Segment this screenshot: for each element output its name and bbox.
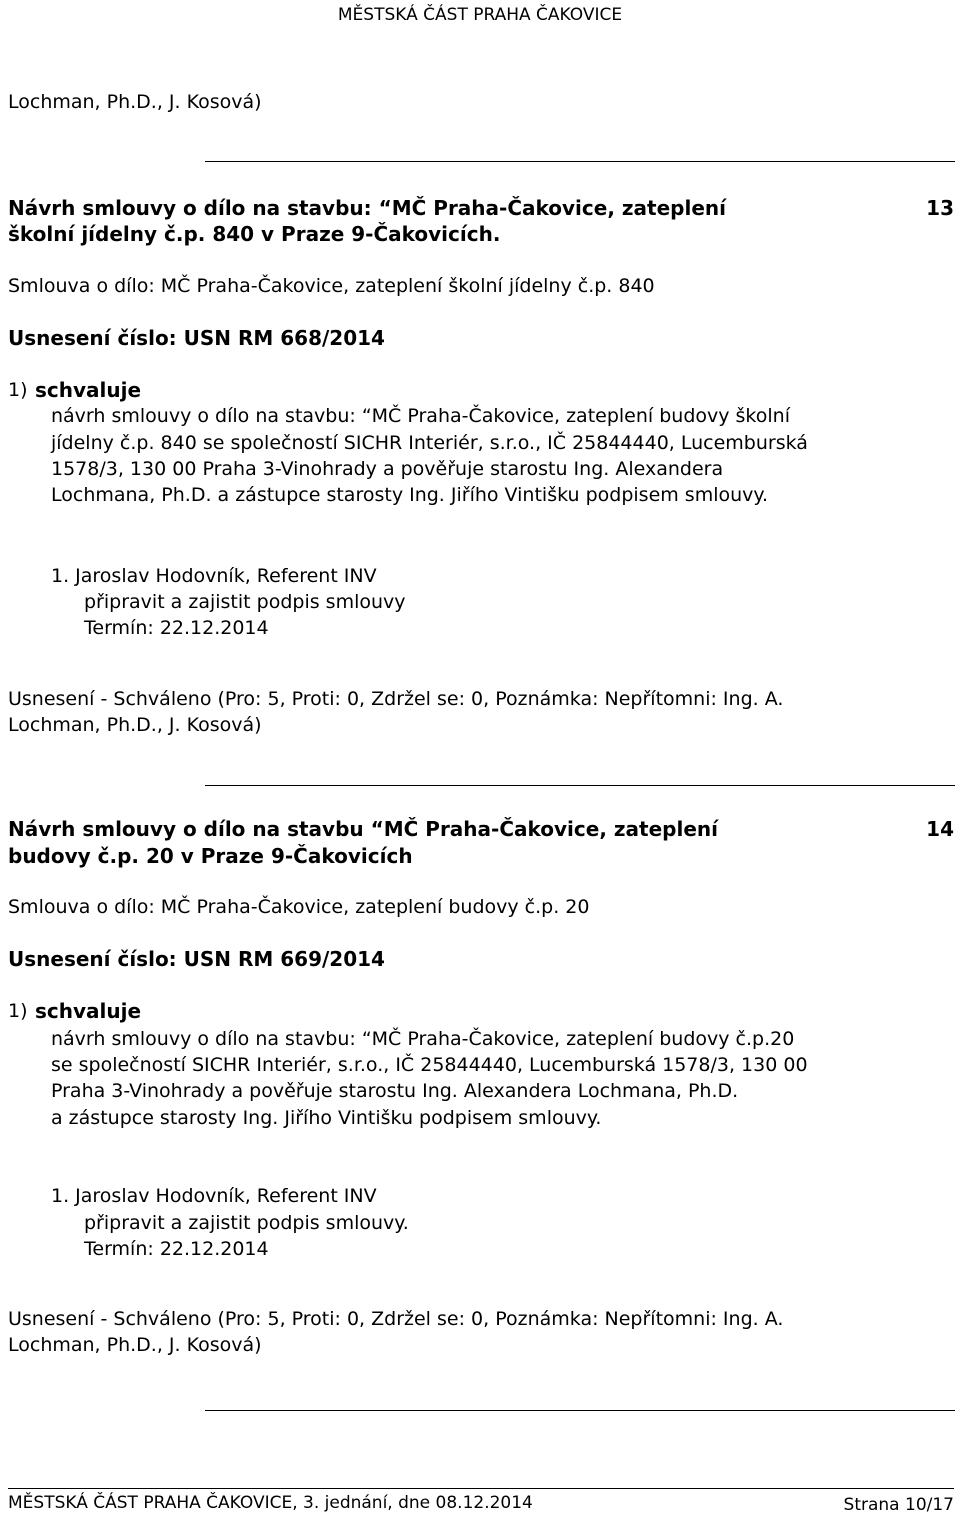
footer-meeting-info: MĚSTSKÁ ČÁST PRAHA ČAKOVICE, 3. jednání, dne 08.12.2014 xyxy=(8,1493,533,1513)
item-14-title-line1: Návrh smlouvy o dílo na stavbu “MČ Praha-Čakovice, zateplení xyxy=(8,817,718,841)
item-14-number: 14 xyxy=(926,817,954,841)
section-divider xyxy=(205,1410,955,1411)
section-divider xyxy=(205,161,955,162)
item-14-task-deadline: Termín: 22.12.2014 xyxy=(84,1238,269,1260)
item-13-title-line2: školní jídelny č.p. 840 v Praze 9-Čakovicích. xyxy=(8,222,501,246)
item-14-decision-line: návrh smlouvy o dílo na stavbu: “MČ Praha-Čakovice, zateplení budovy č.p.20 xyxy=(51,1028,795,1050)
item-13-title-line1: Návrh smlouvy o dílo na stavbu: “MČ Praha-Čakovice, zateplení xyxy=(8,196,726,220)
item-14-decision-verb: schvaluje xyxy=(35,999,142,1023)
item-13-decision-line: 1578/3, 130 00 Praha 3-Vinohrady a pověřuje starostu Ing. Alexandera xyxy=(51,458,724,480)
item-14-title-line2: budovy č.p. 20 v Praze 9-Čakovicích xyxy=(8,844,413,868)
item-14-decision-prefix: 1) xyxy=(8,1000,28,1022)
footer-divider xyxy=(8,1488,954,1489)
item-13-decision-line: Lochmana, Ph.D. a zástupce starosty Ing. Jiřího Vintišku podpisem smlouvy. xyxy=(51,484,768,506)
item-14-decision-line: a zástupce starosty Ing. Jiřího Vintišku podpisem smlouvy. xyxy=(51,1107,602,1129)
item-13-contract-label: Smlouva o dílo: MČ Praha-Čakovice, zateplení školní jídelny č.p. 840 xyxy=(8,275,655,297)
item-14-resolution-label: Usnesení číslo: USN RM 669/2014 xyxy=(8,947,385,971)
page-header: MĚSTSKÁ ČÁST PRAHA ČAKOVICE xyxy=(337,5,623,25)
section-divider xyxy=(205,785,955,786)
item-14-task-person: 1. Jaroslav Hodovník, Referent INV xyxy=(51,1185,377,1207)
item-13-number: 13 xyxy=(926,196,954,220)
item-14-vote-line2: Lochman, Ph.D., J. Kosová) xyxy=(8,1334,262,1356)
top-continuation-text: Lochman, Ph.D., J. Kosová) xyxy=(8,91,262,113)
item-14-decision-line: se společností SICHR Interiér, s.r.o., IČ 25844440, Lucemburská 1578/3, 130 00 xyxy=(51,1054,808,1076)
item-13-decision-line: návrh smlouvy o dílo na stavbu: “MČ Praha-Čakovice, zateplení budovy školní xyxy=(51,405,790,427)
item-13-task-deadline: Termín: 22.12.2014 xyxy=(84,617,269,639)
item-13-decision-verb: schvaluje xyxy=(35,378,142,402)
item-13-vote-line1: Usnesení - Schváleno (Pro: 5, Proti: 0, Zdržel se: 0, Poznámka: Nepřítomni: Ing. A. xyxy=(8,688,784,710)
item-13-task-action: připravit a zajistit podpis smlouvy xyxy=(84,591,406,613)
item-14-decision-line: Praha 3-Vinohrady a pověřuje starostu Ing. Alexandera Lochmana, Ph.D. xyxy=(51,1080,739,1102)
item-14-contract-label: Smlouva o dílo: MČ Praha-Čakovice, zateplení budovy č.p. 20 xyxy=(8,896,590,918)
item-14-vote-line1: Usnesení - Schváleno (Pro: 5, Proti: 0, Zdržel se: 0, Poznámka: Nepřítomni: Ing. A. xyxy=(8,1308,784,1330)
item-14-task-action: připravit a zajistit podpis smlouvy. xyxy=(84,1212,409,1234)
item-13-task-person: 1. Jaroslav Hodovník, Referent INV xyxy=(51,565,377,587)
item-13-vote-line2: Lochman, Ph.D., J. Kosová) xyxy=(8,714,262,736)
item-13-decision-prefix: 1) xyxy=(8,379,28,401)
item-13-decision-line: jídelny č.p. 840 se společností SICHR Interiér, s.r.o., IČ 25844440, Lucemburská xyxy=(51,432,808,454)
item-13-resolution-label: Usnesení číslo: USN RM 668/2014 xyxy=(8,326,385,350)
footer-page-number: Strana 10/17 xyxy=(843,1495,954,1515)
